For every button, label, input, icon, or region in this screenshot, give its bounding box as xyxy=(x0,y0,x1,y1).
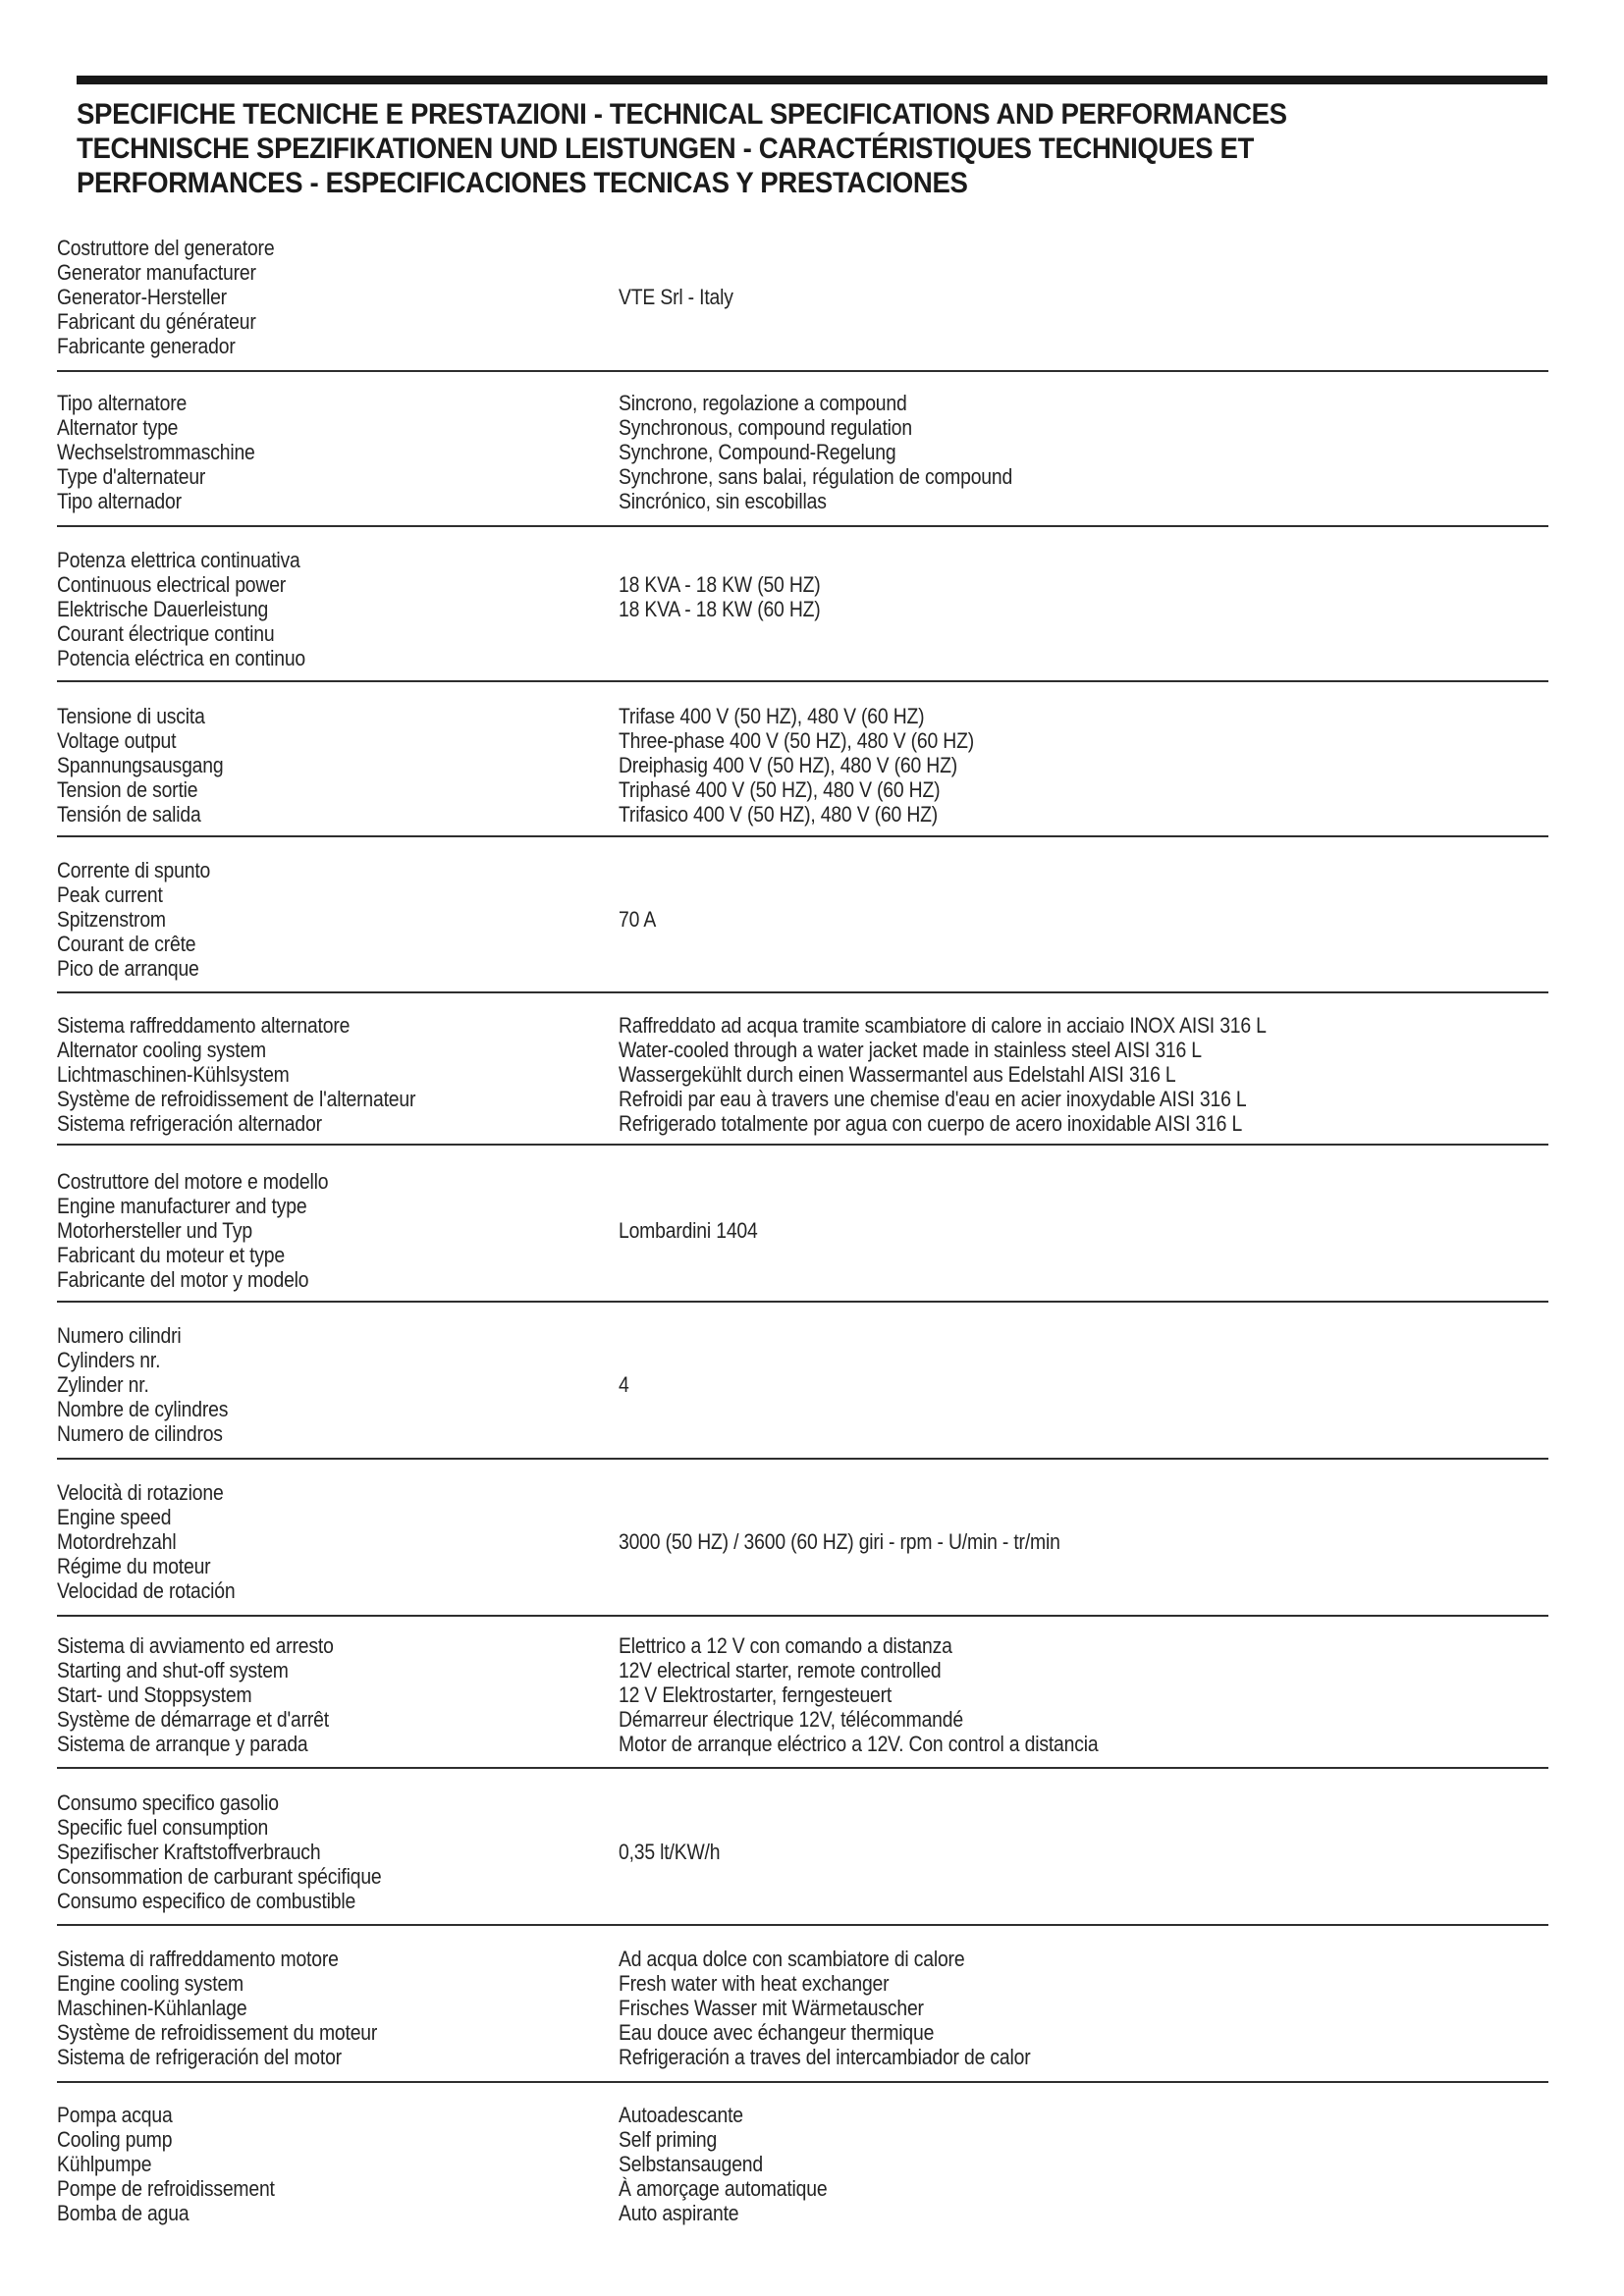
spec-value: 18 KVA - 18 KW (50 HZ) xyxy=(619,572,821,597)
spec-row xyxy=(0,1323,1624,1348)
spec-row xyxy=(0,1505,1624,1529)
spec-row xyxy=(0,572,1624,597)
spec-label: Numero cilindri xyxy=(57,1323,182,1348)
spec-row xyxy=(0,1087,1624,1111)
spec-label: Cooling pump xyxy=(57,2127,173,2152)
spec-label: Alternator cooling system xyxy=(57,1038,266,1062)
spec-label: Consumo specifico gasolio xyxy=(57,1790,279,1815)
spec-label: Pompe de refroidissement xyxy=(57,2176,275,2201)
spec-label: Peak current xyxy=(57,882,163,907)
spec-label: Spitzenstrom xyxy=(57,907,166,932)
spec-value: Auto aspirante xyxy=(619,2201,739,2225)
spec-label: Costruttore del generatore xyxy=(57,236,275,260)
spec-row xyxy=(0,1864,1624,1889)
spec-row xyxy=(0,2127,1624,2152)
spec-row xyxy=(0,1348,1624,1372)
section-divider xyxy=(57,1301,1548,1303)
spec-label: Potenza elettrica continuativa xyxy=(57,548,300,572)
section-divider xyxy=(57,1458,1548,1460)
spec-row xyxy=(0,1840,1624,1864)
spec-label: Système de refroidissement du moteur xyxy=(57,2020,378,2045)
spec-section-peak-current xyxy=(0,858,1624,981)
spec-section-engine-speed xyxy=(0,1480,1624,1603)
spec-label: Système de démarrage et d'arrêt xyxy=(57,1707,329,1732)
section-divider xyxy=(57,370,1548,372)
spec-row xyxy=(0,1578,1624,1603)
spec-row xyxy=(0,956,1624,981)
spec-row xyxy=(0,2045,1624,2069)
spec-section-alternator-type xyxy=(0,391,1624,513)
spec-value: Synchronous, compound regulation xyxy=(619,415,912,440)
spec-label: Lichtmaschinen-Kühlsystem xyxy=(57,1062,290,1087)
spec-label: Spezifischer Kraftstoffverbrauch xyxy=(57,1840,321,1864)
spec-section-voltage-output xyxy=(0,704,1624,827)
section-divider xyxy=(57,835,1548,837)
spec-value: Self priming xyxy=(619,2127,718,2152)
spec-label: Engine manufacturer and type xyxy=(57,1194,307,1218)
spec-label: Zylinder nr. xyxy=(57,1372,149,1397)
spec-label: Pico de arranque xyxy=(57,956,199,981)
spec-label: Régime du moteur xyxy=(57,1554,211,1578)
spec-label: Voltage output xyxy=(57,728,177,753)
spec-label: Sistema refrigeración alternador xyxy=(57,1111,322,1136)
spec-value: 0,35 lt/KW/h xyxy=(619,1840,721,1864)
spec-row xyxy=(0,2201,1624,2225)
spec-label: Maschinen-Kühlanlage xyxy=(57,1996,247,2020)
spec-value: 3000 (50 HZ) / 3600 (60 HZ) giri - rpm - U/min - tr/min xyxy=(619,1529,1060,1554)
spec-row xyxy=(0,1421,1624,1446)
spec-value: Elettrico a 12 V con comando a distanza xyxy=(619,1633,952,1658)
spec-value: Three-phase 400 V (50 HZ), 480 V (60 HZ) xyxy=(619,728,975,753)
spec-value: Refroidi par eau à travers une chemise d'eau en acier inoxydable AISI 316 L xyxy=(619,1087,1247,1111)
spec-label: Generator manufacturer xyxy=(57,260,256,285)
spec-value: Refrigeración a traves del intercambiador de calor xyxy=(619,2045,1031,2069)
spec-value: Eau douce avec échangeur thermique xyxy=(619,2020,935,2045)
spec-value: VTE Srl - Italy xyxy=(619,285,733,309)
spec-row xyxy=(0,1111,1624,1136)
spec-label: Costruttore del motore e modello xyxy=(57,1169,329,1194)
spec-row xyxy=(0,334,1624,358)
spec-row xyxy=(0,858,1624,882)
section-divider xyxy=(57,2081,1548,2083)
spec-label: Starting and shut-off system xyxy=(57,1658,289,1682)
spec-row xyxy=(0,1889,1624,1913)
spec-value: Sincrono, regolazione a compound xyxy=(619,391,907,415)
spec-value: Démarreur électrique 12V, télécommandé xyxy=(619,1707,963,1732)
spec-value: Motor de arranque eléctrico a 12V. Con control a distancia xyxy=(619,1732,1099,1756)
spec-label: Tipo alternatore xyxy=(57,391,188,415)
spec-row xyxy=(0,440,1624,464)
spec-row xyxy=(0,415,1624,440)
spec-label: Corrente di spunto xyxy=(57,858,211,882)
section-divider xyxy=(57,1144,1548,1146)
spec-row xyxy=(0,464,1624,489)
spec-value: Trifase 400 V (50 HZ), 480 V (60 HZ) xyxy=(619,704,925,728)
spec-row xyxy=(0,391,1624,415)
spec-value: 12 V Elektrostarter, ferngesteuert xyxy=(619,1682,893,1707)
spec-row xyxy=(0,309,1624,334)
spec-value: Synchrone, sans balai, régulation de compound xyxy=(619,464,1013,489)
spec-section-cylinders-number xyxy=(0,1323,1624,1446)
spec-row xyxy=(0,489,1624,513)
spec-row xyxy=(0,1480,1624,1505)
page-title-line-2: TECHNISCHE SPEZIFIKATIONEN UND LEISTUNGEN - CARACTÉRISTIQUES TECHNIQUES ET xyxy=(77,133,1254,165)
spec-value: Triphasé 400 V (50 HZ), 480 V (60 HZ) xyxy=(619,777,941,802)
spec-label: Pompa acqua xyxy=(57,2103,173,2127)
spec-row xyxy=(0,2020,1624,2045)
spec-label: Tensione di uscita xyxy=(57,704,205,728)
spec-section-water-pump xyxy=(0,2103,1624,2225)
spec-row xyxy=(0,2152,1624,2176)
page-title xyxy=(77,97,1287,200)
spec-section-continuous-electrical-power xyxy=(0,548,1624,670)
spec-row xyxy=(0,646,1624,670)
spec-label: Continuous electrical power xyxy=(57,572,287,597)
spec-label: Numero de cilindros xyxy=(57,1421,223,1446)
spec-label: Velocidad de rotación xyxy=(57,1578,236,1603)
spec-row xyxy=(0,260,1624,285)
section-divider xyxy=(57,1924,1548,1926)
spec-row xyxy=(0,621,1624,646)
spec-value: Wassergekühlt durch einen Wassermantel aus Edelstahl AISI 316 L xyxy=(619,1062,1176,1087)
spec-label: Specific fuel consumption xyxy=(57,1815,269,1840)
spec-row xyxy=(0,2103,1624,2127)
spec-row xyxy=(0,932,1624,956)
section-divider xyxy=(57,1767,1548,1769)
spec-value: Trifasico 400 V (50 HZ), 480 V (60 HZ) xyxy=(619,802,939,827)
spec-row xyxy=(0,802,1624,827)
spec-row xyxy=(0,1013,1624,1038)
spec-row xyxy=(0,1815,1624,1840)
spec-value: Synchrone, Compound-Regelung xyxy=(619,440,896,464)
spec-row xyxy=(0,2176,1624,2201)
spec-label: Consommation de carburant spécifique xyxy=(57,1864,382,1889)
spec-label: Fabricant du moteur et type xyxy=(57,1243,286,1267)
spec-section-alternator-cooling-system xyxy=(0,1013,1624,1136)
spec-label: Wechselstrommaschine xyxy=(57,440,255,464)
spec-label: Sistema di avviamento ed arresto xyxy=(57,1633,334,1658)
spec-label: Engine speed xyxy=(57,1505,172,1529)
spec-row xyxy=(0,236,1624,260)
spec-row xyxy=(0,1218,1624,1243)
spec-row xyxy=(0,1971,1624,1996)
spec-row xyxy=(0,1554,1624,1578)
spec-label: Potencia eléctrica en continuo xyxy=(57,646,306,670)
spec-row xyxy=(0,704,1624,728)
section-divider xyxy=(57,525,1548,527)
spec-label: Consumo especifico de combustible xyxy=(57,1889,356,1913)
spec-row xyxy=(0,1038,1624,1062)
spec-row xyxy=(0,728,1624,753)
spec-row xyxy=(0,1682,1624,1707)
spec-section-generator-manufacturer xyxy=(0,236,1624,358)
spec-label: Engine cooling system xyxy=(57,1971,244,1996)
spec-label: Sistema de arranque y parada xyxy=(57,1732,308,1756)
spec-label: Type d'alternateur xyxy=(57,464,206,489)
spec-label: Velocità di rotazione xyxy=(57,1480,224,1505)
page-title-line-1: SPECIFICHE TECNICHE E PRESTAZIONI - TECHNICAL SPECIFICATIONS AND PERFORMANCES xyxy=(77,98,1287,131)
spec-value: Ad acqua dolce con scambiatore di calore xyxy=(619,1947,965,1971)
spec-row xyxy=(0,1062,1624,1087)
page-title-line-3: PERFORMANCES - ESPECIFICACIONES TECNICAS Y PRESTACIONES xyxy=(77,167,968,199)
spec-label: Tension de sortie xyxy=(57,777,198,802)
spec-label: Courant de crête xyxy=(57,932,196,956)
spec-value: Water-cooled through a water jacket made in stainless steel AISI 316 L xyxy=(619,1038,1202,1062)
spec-label: Motordrehzahl xyxy=(57,1529,177,1554)
spec-row xyxy=(0,1790,1624,1815)
spec-section-engine-cooling-system xyxy=(0,1947,1624,2069)
spec-label: Sistema di raffreddamento motore xyxy=(57,1947,339,1971)
spec-value: Refrigerado totalmente por agua con cuerpo de acero inoxidable AISI 316 L xyxy=(619,1111,1243,1136)
spec-label: Nombre de cylindres xyxy=(57,1397,229,1421)
spec-value: Sincrónico, sin escobillas xyxy=(619,489,827,513)
spec-label: Sistema de refrigeración del motor xyxy=(57,2045,342,2069)
top-rule-bar xyxy=(77,76,1547,84)
section-divider xyxy=(57,1615,1548,1617)
spec-row xyxy=(0,1996,1624,2020)
spec-value: 4 xyxy=(619,1372,629,1397)
spec-label: Fabricante del motor y modelo xyxy=(57,1267,309,1292)
spec-row xyxy=(0,548,1624,572)
spec-label: Start- und Stoppsystem xyxy=(57,1682,252,1707)
spec-label: Kühlpumpe xyxy=(57,2152,152,2176)
spec-row xyxy=(0,1529,1624,1554)
spec-row xyxy=(0,1397,1624,1421)
spec-value: Frisches Wasser mit Wärmetauscher xyxy=(619,1996,924,2020)
spec-label: Tensión de salida xyxy=(57,802,201,827)
spec-value: 12V electrical starter, remote controlled xyxy=(619,1658,942,1682)
spec-value: Selbstansaugend xyxy=(619,2152,763,2176)
spec-row xyxy=(0,597,1624,621)
spec-row xyxy=(0,285,1624,309)
spec-row xyxy=(0,1243,1624,1267)
spec-section-specific-fuel-consumption xyxy=(0,1790,1624,1913)
spec-value: 18 KVA - 18 KW (60 HZ) xyxy=(619,597,821,621)
spec-row xyxy=(0,1169,1624,1194)
spec-row xyxy=(0,1267,1624,1292)
spec-row xyxy=(0,1947,1624,1971)
spec-row xyxy=(0,1194,1624,1218)
spec-label: Fabricante generador xyxy=(57,334,236,358)
spec-label: Fabricant du générateur xyxy=(57,309,256,334)
spec-row xyxy=(0,882,1624,907)
spec-value: Lombardini 1404 xyxy=(619,1218,758,1243)
spec-row xyxy=(0,1658,1624,1682)
spec-label: Motorhersteller und Typ xyxy=(57,1218,252,1243)
spec-value: À amorçage automatique xyxy=(619,2176,828,2201)
spec-row xyxy=(0,1732,1624,1756)
spec-value: 70 A xyxy=(619,907,657,932)
spec-row xyxy=(0,1707,1624,1732)
section-divider xyxy=(57,991,1548,993)
spec-value: Raffreddato ad acqua tramite scambiatore di calore in acciaio INOX AISI 316 L xyxy=(619,1013,1267,1038)
spec-row xyxy=(0,753,1624,777)
spec-label: Sistema raffreddamento alternatore xyxy=(57,1013,351,1038)
section-divider xyxy=(57,680,1548,682)
spec-label: Courant électrique continu xyxy=(57,621,275,646)
spec-label: Système de refroidissement de l'alternateur xyxy=(57,1087,416,1111)
spec-section-engine-manufacturer-and-type xyxy=(0,1169,1624,1292)
spec-row xyxy=(0,907,1624,932)
spec-value: Dreiphasig 400 V (50 HZ), 480 V (60 HZ) xyxy=(619,753,958,777)
spec-label: Tipo alternador xyxy=(57,489,182,513)
spec-label: Elektrische Dauerleistung xyxy=(57,597,269,621)
spec-label: Spannungsausgang xyxy=(57,753,224,777)
spec-section-starting-and-shutoff-system xyxy=(0,1633,1624,1756)
spec-row xyxy=(0,777,1624,802)
spec-row xyxy=(0,1633,1624,1658)
spec-label: Cylinders nr. xyxy=(57,1348,161,1372)
spec-label: Alternator type xyxy=(57,415,179,440)
spec-label: Generator-Hersteller xyxy=(57,285,227,309)
spec-value: Fresh water with heat exchanger xyxy=(619,1971,890,1996)
spec-value: Autoadescante xyxy=(619,2103,743,2127)
spec-row xyxy=(0,1372,1624,1397)
spec-label: Bomba de agua xyxy=(57,2201,189,2225)
